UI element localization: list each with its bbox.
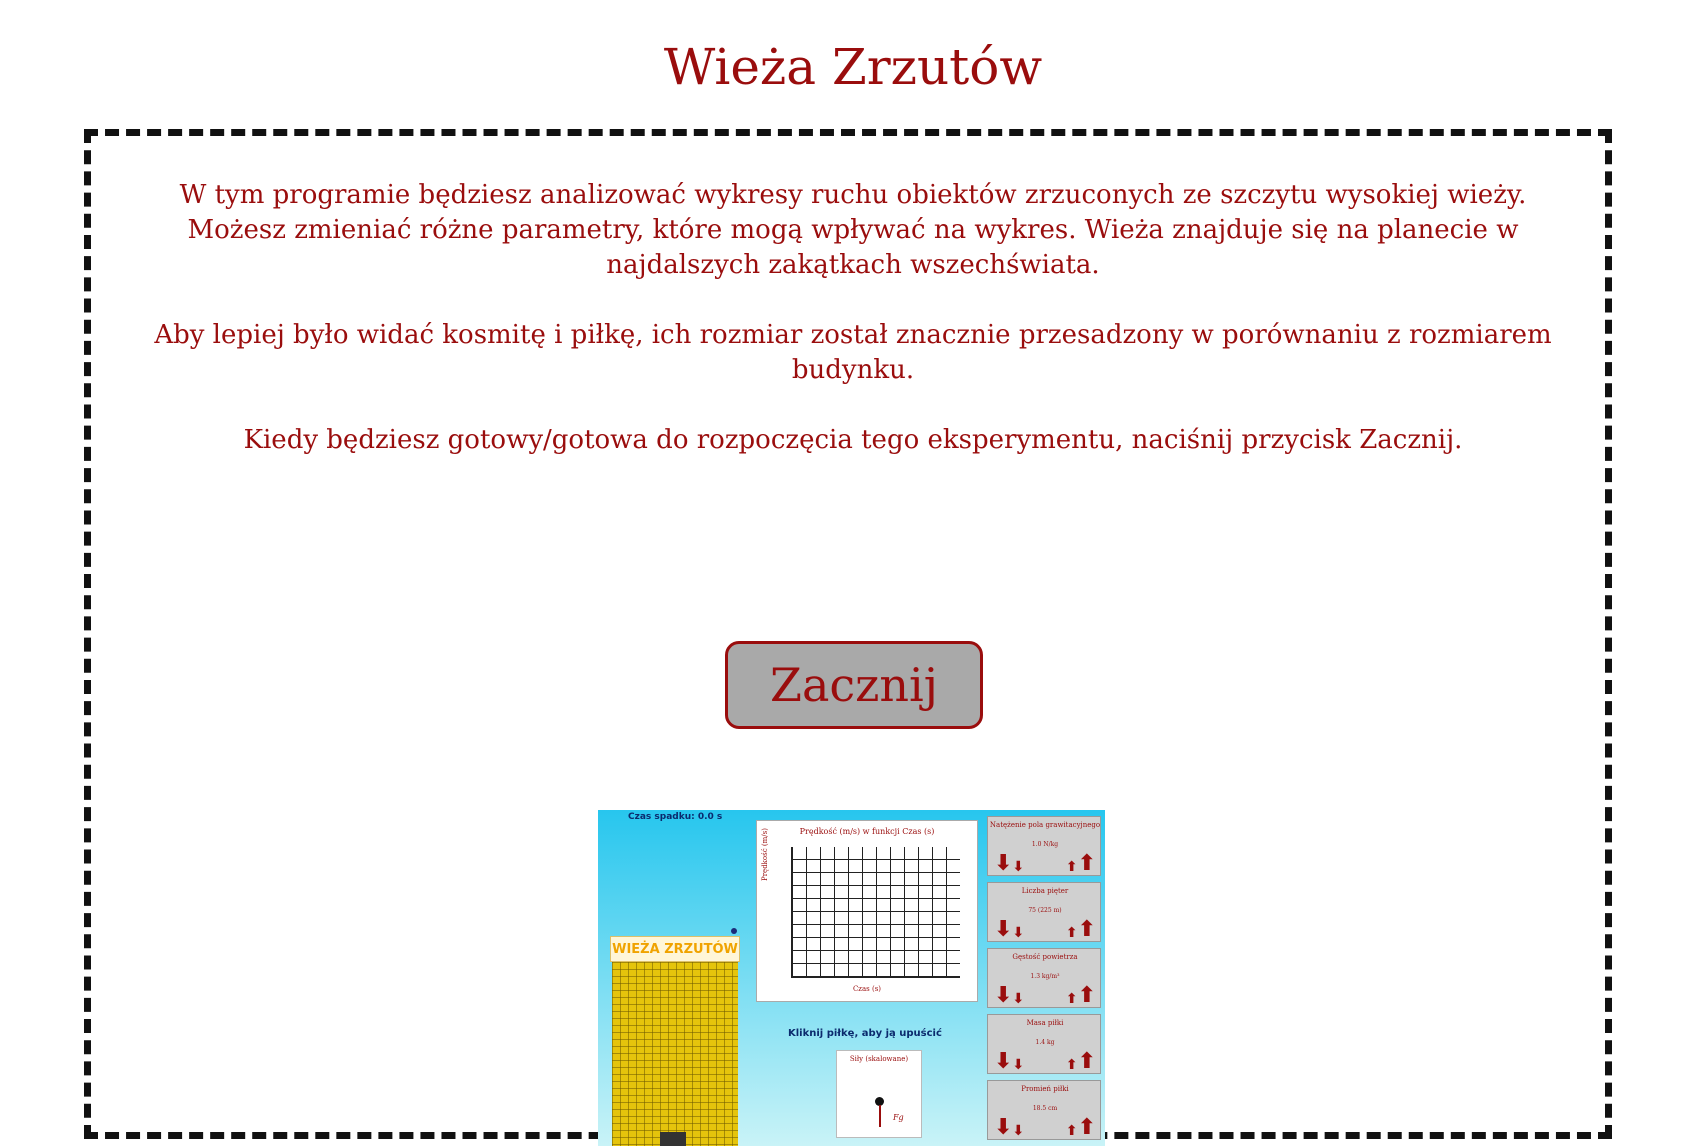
graph-title: Prędkość (m/s) w funkcji Czas (s): [799, 827, 935, 836]
fg-label: Fg: [893, 1113, 904, 1122]
forces-box: [836, 1050, 922, 1138]
panel-value: 1.4 kg: [1035, 1039, 1055, 1046]
arrow-down-icon: ⬇: [1012, 1057, 1025, 1073]
panel-arrows: [994, 1051, 1096, 1073]
intro-paragraph: W tym programie będziesz analizować wykresy ruchu obiektów zrzuconych ze szczytu wysokiej wieży. Możesz zmieniać różne parametry, które mogą wpływać na wykres. Wieża znajduje się na planecie w najdalszych zakątkach wszechświata.: [179, 180, 1527, 280]
arrow-down-icon: ⬇: [1012, 925, 1025, 941]
arrow-down-icon: ⬇: [994, 851, 1013, 876]
panel-title: Liczba pięter: [1021, 887, 1069, 895]
arrow-up-icon: ⬆: [1065, 991, 1078, 1007]
graph-grid: [791, 847, 960, 978]
fall-timer: Czas spadku: 0.0 s: [628, 812, 723, 822]
arrow-up-icon: ⬆: [1077, 983, 1096, 1008]
parameter-panel: [987, 1080, 1101, 1140]
panel-arrows: [994, 985, 1096, 1007]
tower: [612, 962, 738, 1146]
arrow-up-icon: ⬆: [1065, 925, 1078, 941]
panel-title: Promień piłki: [1021, 1085, 1069, 1093]
panel-value: 1.3 kg/m³: [1030, 973, 1060, 980]
intro-paragraph: Kiedy będziesz gotowy/gotowa do rozpoczęcia tego eksperymentu, naciśnij przycisk Zacznij.: [243, 425, 1463, 455]
parameter-panels: [987, 816, 1101, 1146]
arrow-down-icon: ⬇: [994, 1049, 1013, 1074]
arrow-up-icon: ⬆: [1065, 1123, 1078, 1139]
panel-arrows: [994, 853, 1096, 875]
parameter-panel: [987, 1014, 1101, 1074]
arrow-up-icon: ⬆: [1077, 917, 1096, 942]
tower-sign: WIEŻA ZRZUTÓW: [610, 936, 740, 962]
page-title: Wieża Zrzutów: [663, 38, 1043, 96]
intro-text: [130, 178, 1576, 493]
preview-image: [598, 810, 1105, 1146]
tower-door: [660, 1132, 686, 1146]
panel-title: Masa piłki: [1026, 1019, 1064, 1027]
panel-arrows: [994, 919, 1096, 941]
parameter-panel: [987, 882, 1101, 942]
arrow-up-icon: ⬆: [1077, 1049, 1096, 1074]
panel-value: 18.5 cm: [1032, 1105, 1058, 1112]
parameter-panel: [987, 948, 1101, 1008]
graph-x-label: Czas (s): [852, 985, 882, 993]
arrow-down-icon: ⬇: [1012, 991, 1025, 1007]
arrow-up-icon: ⬆: [1077, 1115, 1096, 1140]
velocity-graph: [756, 820, 978, 1002]
arrow-down-icon: ⬇: [994, 1115, 1013, 1140]
panel-value: 75 (225 m): [1028, 907, 1062, 914]
drop-hint: Kliknij piłkę, aby ją upuścić: [788, 1028, 942, 1039]
arrow-down-icon: ⬇: [994, 917, 1013, 942]
arrow-up-icon: ⬆: [1065, 859, 1078, 875]
force-arrow: [879, 1105, 881, 1127]
start-button[interactable]: Zacznij: [725, 641, 983, 729]
arrow-down-icon: ⬇: [994, 983, 1013, 1008]
arrow-down-icon: ⬇: [1012, 1123, 1025, 1139]
parameter-panel: [987, 816, 1101, 876]
ball-icon: [731, 928, 737, 934]
panel-title: Natężenie pola grawitacyjnego: [989, 821, 1101, 829]
arrow-up-icon: ⬆: [1077, 851, 1096, 876]
intro-paragraph: Aby lepiej było widać kosmitę i piłkę, ich rozmiar został znacznie przesadzony w porównaniu z rozmiarem budynku.: [154, 320, 1552, 385]
panel-value: 1.0 N/kg: [1031, 841, 1059, 848]
arrow-up-icon: ⬆: [1065, 1057, 1078, 1073]
arrow-down-icon: ⬇: [1012, 859, 1025, 875]
panel-arrows: [994, 1117, 1096, 1139]
panel-title: Gęstość powietrza: [1012, 953, 1078, 961]
forces-label: Siły (skalowane): [849, 1055, 909, 1063]
graph-y-label: Prędkość (m/s): [761, 828, 769, 881]
